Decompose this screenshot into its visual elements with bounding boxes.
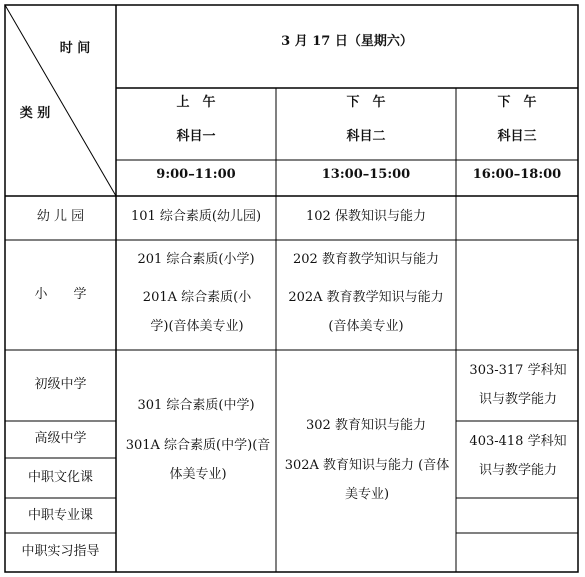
category-vocational-practice: 中职实习指导 (21, 544, 100, 559)
senior-subject3: 403-418 学科知识与教学能力 (469, 434, 567, 478)
session-1-period: 上 午 (176, 95, 216, 110)
session-1-subject: 科目一 (176, 129, 216, 144)
session-2-subject: 科目二 (346, 129, 386, 144)
primary-subject1-a: 201 综合素质(小学) (137, 252, 255, 267)
secondary-subject1-a: 301 综合素质(中学) (137, 398, 255, 413)
secondary-subject2-a: 302 教育知识与能力 (306, 418, 426, 433)
category-vocational-culture: 中职文化课 (27, 470, 93, 485)
secondary-subject2-b: 302A 教育知识与能力 (音体美专业) (284, 458, 450, 502)
category-junior: 初级中学 (34, 377, 87, 392)
primary-subject2-a: 202 教育教学知识与能力 (293, 252, 439, 267)
session-3-subject: 科目三 (497, 129, 537, 144)
session-2-period: 下 午 (346, 95, 386, 110)
secondary-subject1-b: 301A 综合素质(中学)(音体美专业) (125, 438, 271, 482)
session-1-time: 9:00–11:00 (156, 167, 236, 182)
category-vocational-major: 中职专业课 (27, 508, 93, 523)
date-header: 3 月 17 日（星期六） (281, 34, 413, 49)
corner-time-label: 时 间 (59, 41, 91, 56)
category-primary: 小 学 (34, 287, 87, 302)
junior-subject3: 303-317 学科知识与教学能力 (469, 363, 567, 407)
category-kindergarten: 幼 儿 园 (36, 209, 85, 224)
kindergarten-subject2: 102 保教知识与能力 (306, 209, 426, 224)
session-3-time: 16:00–18:00 (472, 167, 562, 182)
session-3-period: 下 午 (497, 95, 537, 110)
primary-subject2-b: 202A 教育教学知识与能力(音体美专业) (288, 290, 444, 334)
primary-subject1-b: 201A 综合素质(小学)(音体美专业) (142, 290, 252, 334)
category-senior: 高级中学 (34, 431, 87, 446)
kindergarten-subject1: 101 综合素质(幼儿园) (130, 209, 262, 224)
session-2-time: 13:00–15:00 (321, 167, 411, 182)
corner-category-label: 类 别 (19, 106, 51, 121)
